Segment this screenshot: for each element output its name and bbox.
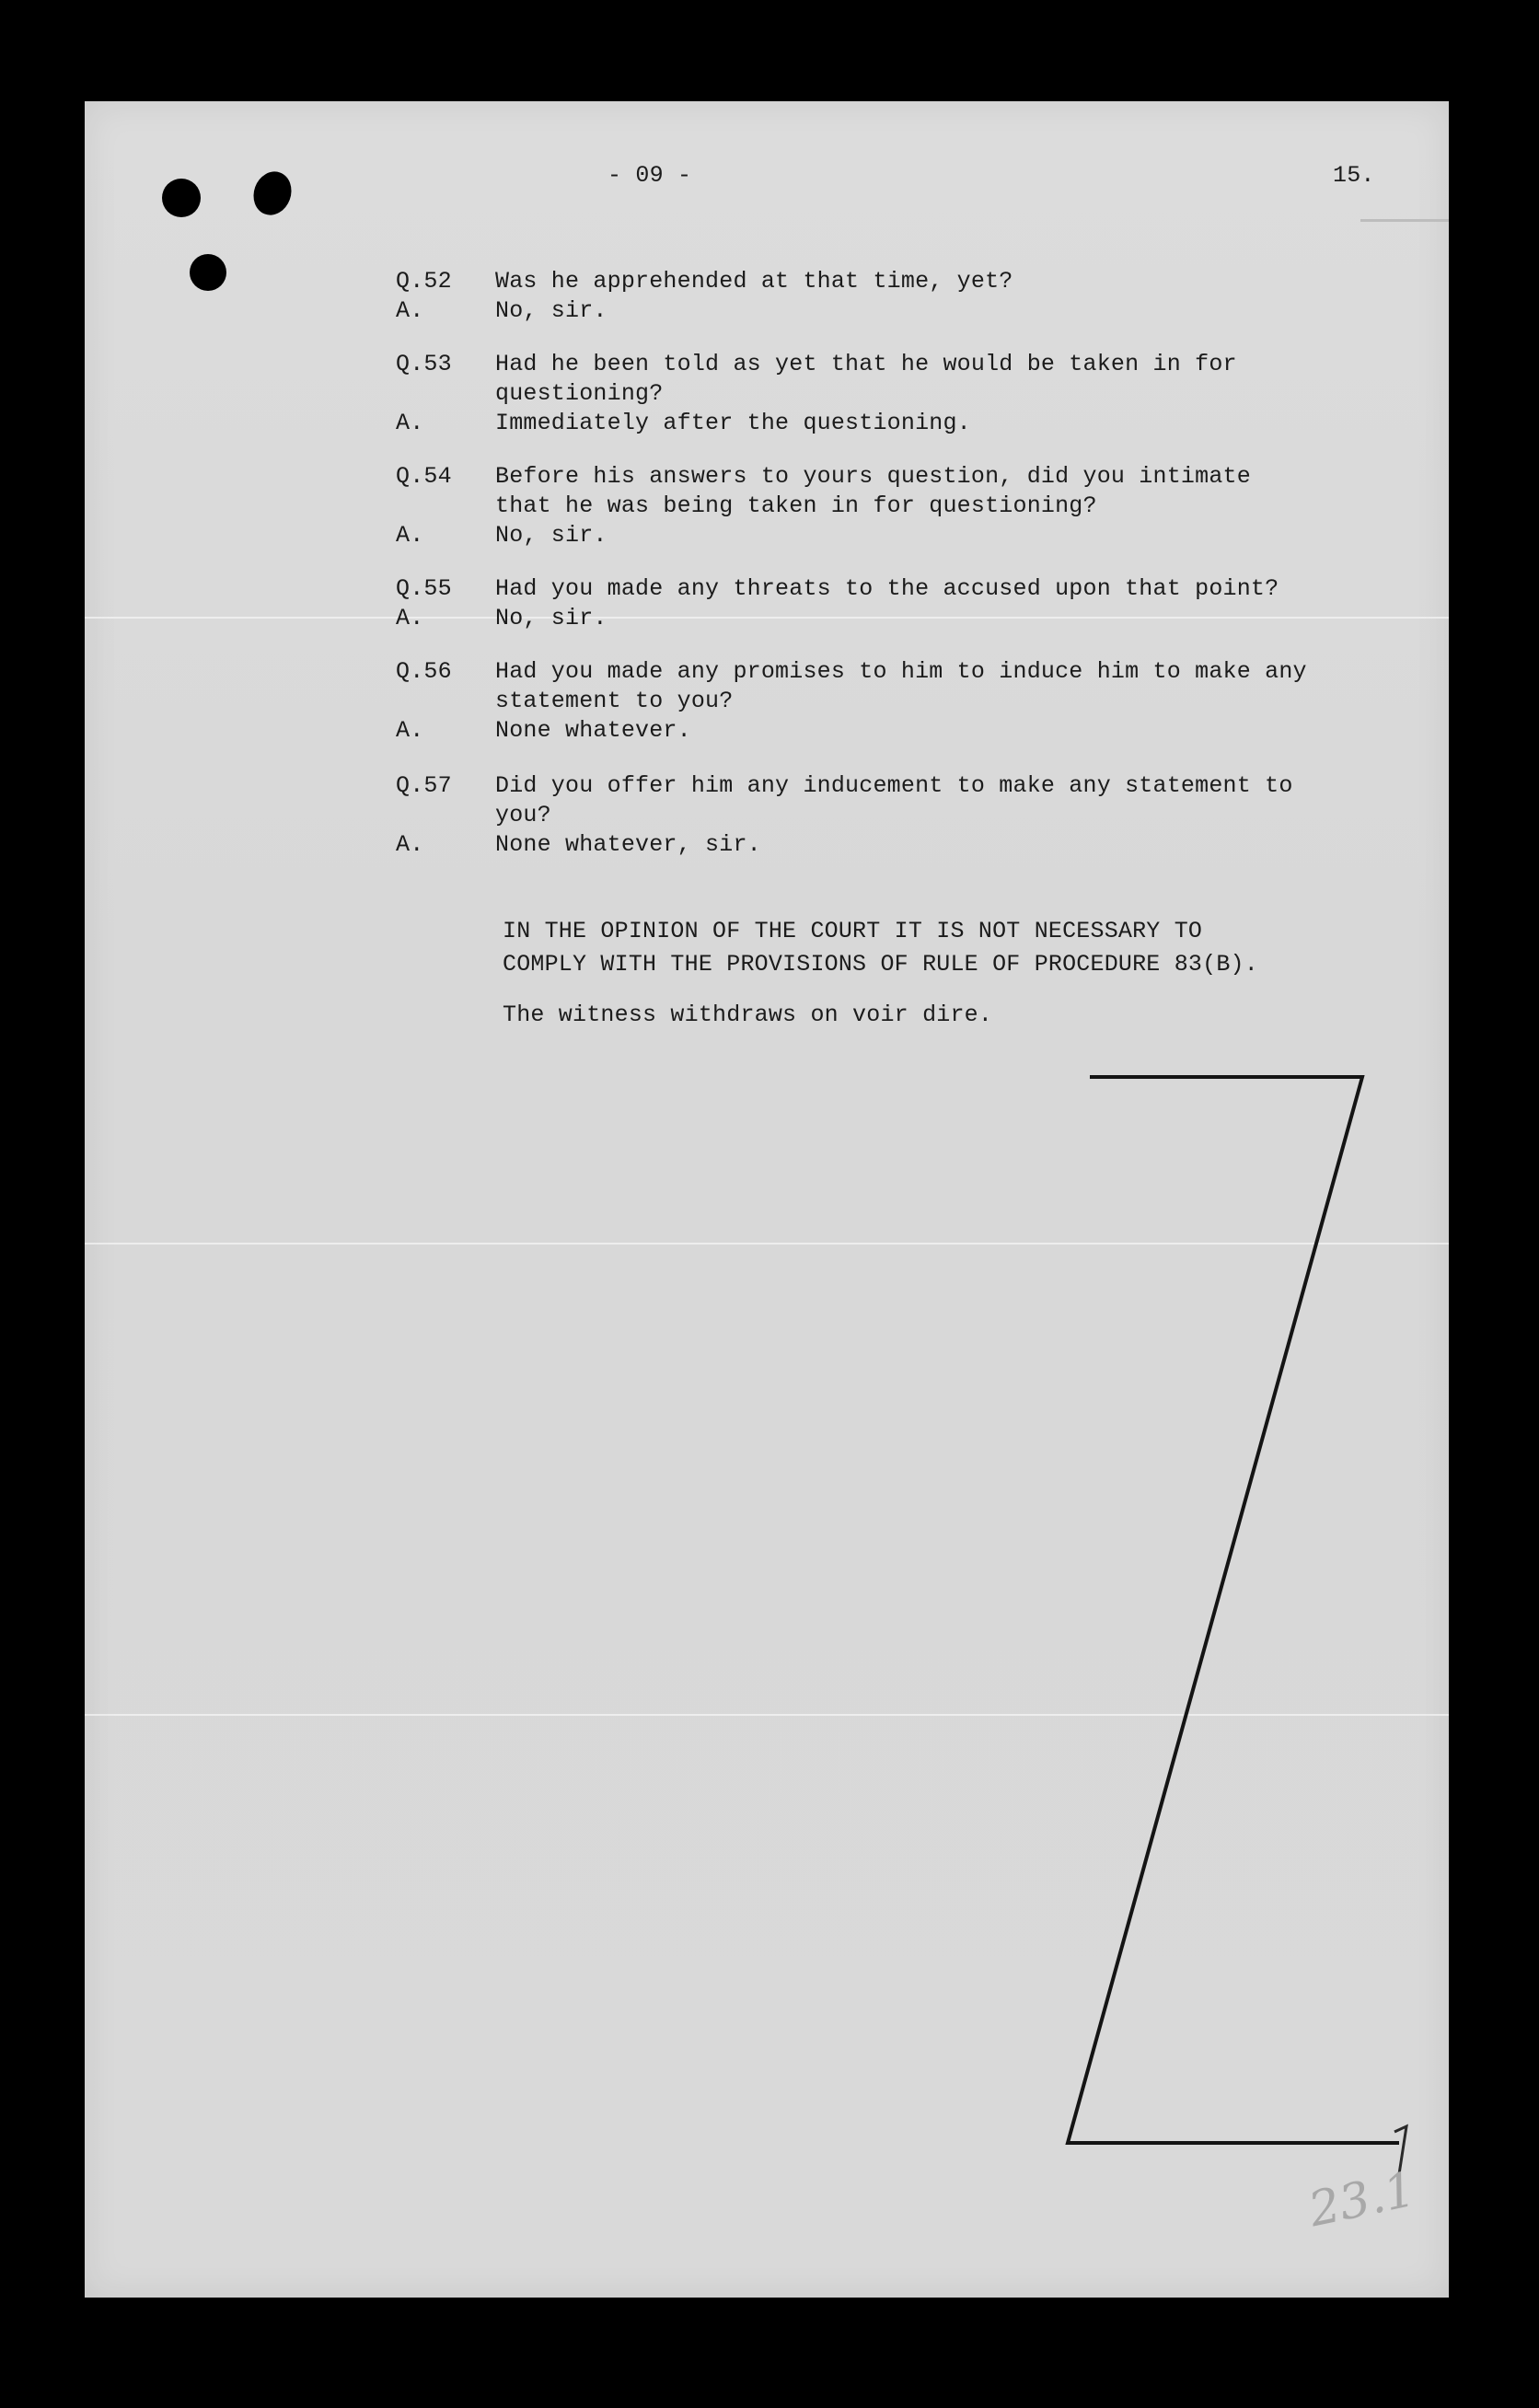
answer-label: A. (396, 297, 424, 324)
answer-label: A. (396, 605, 424, 631)
answer-label: A. (396, 831, 424, 858)
question-text: questioning? (495, 380, 664, 407)
witness-note: The witness withdraws on voir dire. (503, 1001, 993, 1028)
answer-text: No, sir. (495, 297, 608, 324)
question-text: statement to you? (495, 688, 734, 714)
z-strike-line (1068, 1077, 1399, 2143)
question-text: Before his answers to yours question, did you intimate (495, 463, 1251, 490)
question-label: Q.56 (396, 658, 452, 685)
question-label: Q.57 (396, 772, 452, 799)
question-text: Had you made any threats to the accused upon that point? (495, 575, 1279, 602)
ruling-line: COMPLY WITH THE PROVISIONS OF RULE OF PROCEDURE 83(B). (503, 951, 1258, 978)
question-text: you? (495, 802, 551, 828)
answer-label: A. (396, 717, 424, 744)
question-text: Had he been told as yet that he would be taken in for (495, 351, 1237, 377)
answer-text: None whatever, sir. (495, 831, 761, 858)
answer-label: A. (396, 410, 424, 436)
answer-text: Immediately after the questioning. (495, 410, 971, 436)
ruling-line: IN THE OPINION OF THE COURT IT IS NOT NECESSARY TO (503, 918, 1203, 944)
page-number-right: 15. (1333, 162, 1375, 189)
question-label: Q.52 (396, 268, 452, 295)
answer-text: No, sir. (495, 605, 608, 631)
question-label: Q.53 (396, 351, 452, 377)
document-page (85, 101, 1449, 2298)
question-label: Q.55 (396, 575, 452, 602)
answer-text: No, sir. (495, 522, 608, 549)
answer-label: A. (396, 522, 424, 549)
z-strike-mark (85, 101, 1449, 2298)
answer-text: None whatever. (495, 717, 691, 744)
question-text: Did you offer him any inducement to make any statement to (495, 772, 1293, 799)
question-text: Was he apprehended at that time, yet? (495, 268, 1013, 295)
question-label: Q.54 (396, 463, 452, 490)
question-text: Had you made any promises to him to induce him to make any (495, 658, 1307, 685)
handwritten-number: 23.1 (1304, 2161, 1420, 2239)
question-text: that he was being taken in for questioning? (495, 492, 1097, 519)
page-number-center: - 09 - (608, 162, 692, 189)
